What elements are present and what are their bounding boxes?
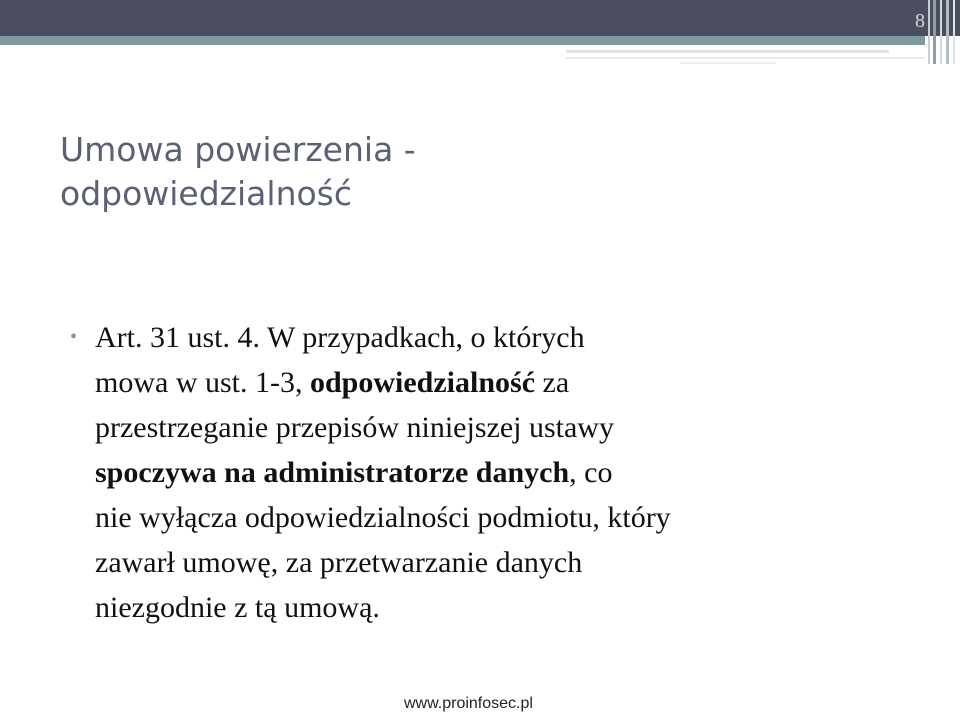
slide-title-line: odpowiedzialność (60, 174, 353, 213)
header-accent-stripe (0, 36, 925, 45)
slide-title-line: Umowa powierzenia - (60, 130, 416, 169)
bullet-icon: • (70, 326, 78, 348)
body-line-5: nie wyłącza odpowiedzialności podmiotu, który (95, 501, 671, 534)
decorative-vertical-bar (933, 0, 936, 64)
slide-title (60, 128, 880, 216)
emphasized-text: odpowiedzialność (309, 366, 536, 399)
emphasized-text: spoczywa na administratorze danych (95, 456, 570, 489)
body-text: , co (569, 456, 613, 489)
body-line-2 (95, 360, 905, 405)
decorative-vertical-bar (946, 0, 949, 64)
decorative-line (680, 62, 776, 64)
body-line-4 (95, 450, 905, 495)
body-line-7: niezgodnie z tą umową. (95, 591, 380, 624)
body-line-3: przestrzeganie przepisów niniejszej ustawy (95, 411, 614, 444)
decorative-vertical-bar (953, 0, 955, 64)
body-line-1: Art. 31 ust. 4. W przypadkach, o których (95, 321, 585, 354)
decorative-line (566, 57, 925, 59)
decorative-line (566, 50, 889, 53)
body-text: mowa w ust. 1-3, (95, 366, 310, 399)
footer-website-url: www.proinfosec.pl (404, 695, 533, 712)
body-line-6: zawarł umowę, za przetwarzanie danych (95, 546, 583, 579)
decorative-vertical-bar (940, 0, 942, 64)
slide-page-number: 8 (915, 10, 925, 32)
body-text: za (535, 366, 570, 399)
header-band (0, 0, 960, 36)
bullet-item (70, 315, 905, 630)
